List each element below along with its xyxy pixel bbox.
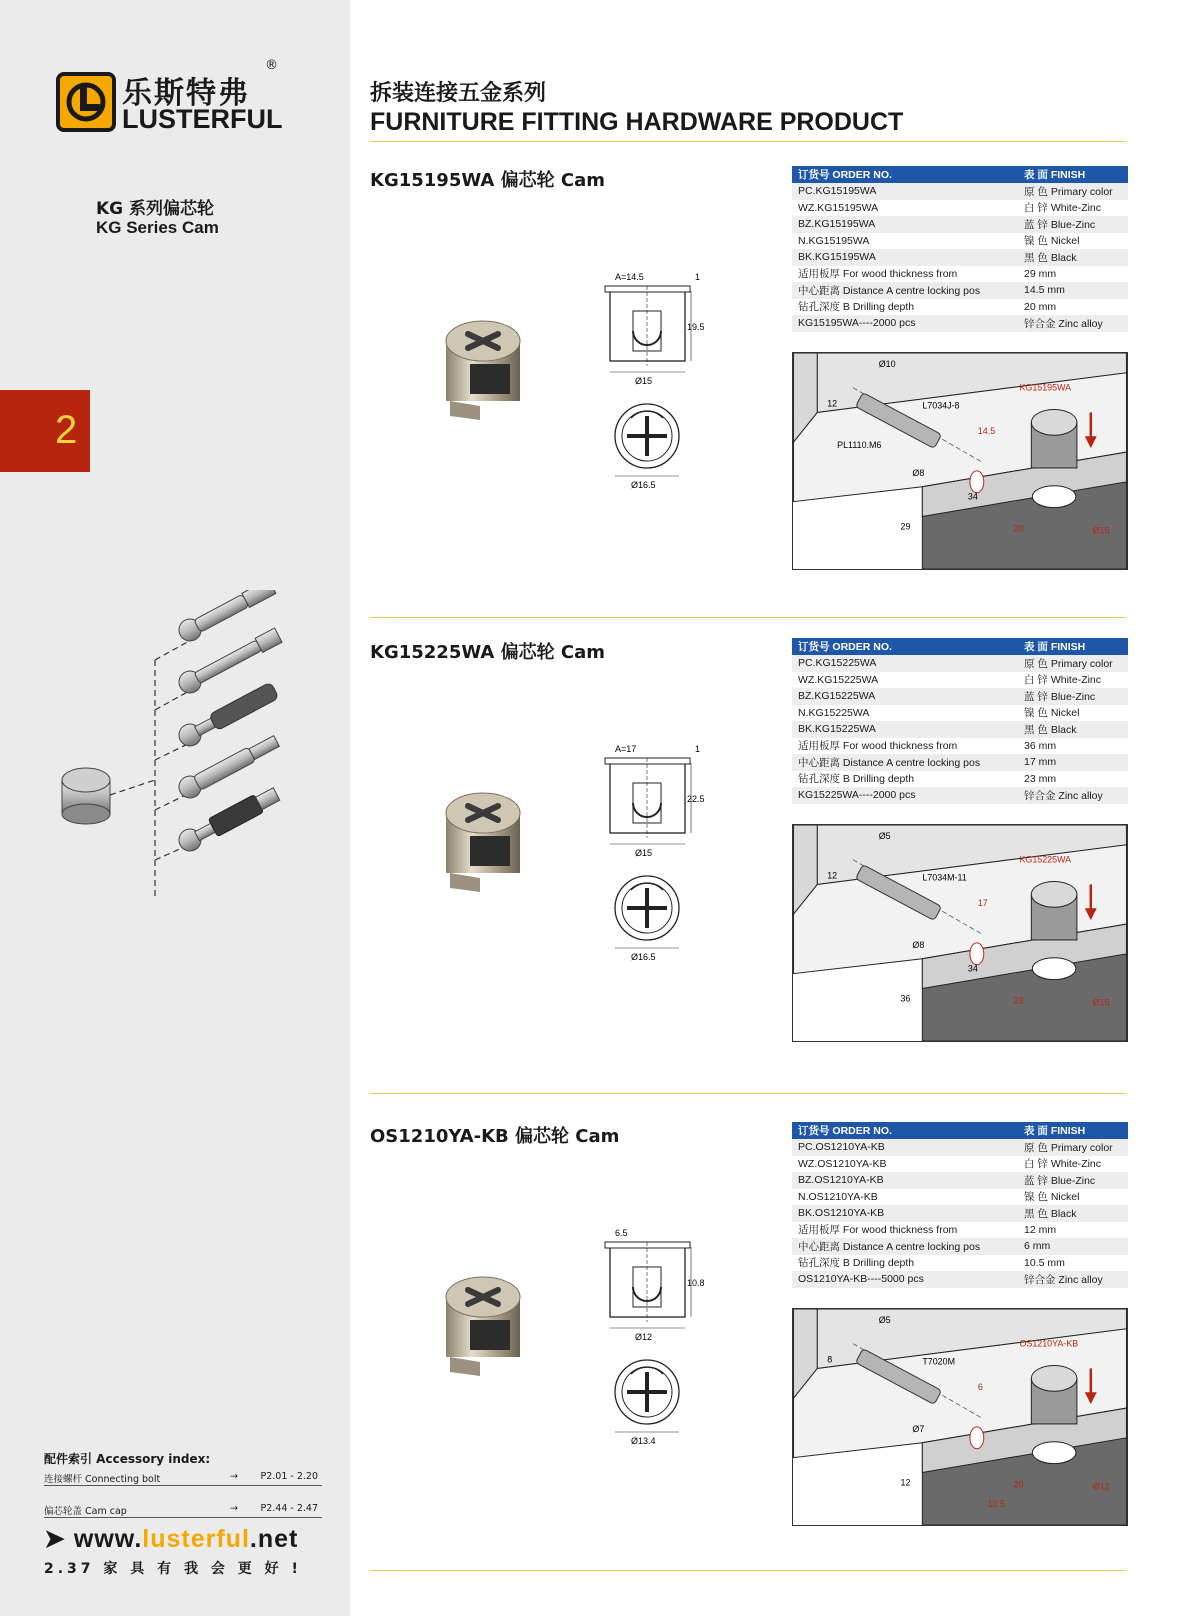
order-cell: 钻孔深度 B Drilling depth bbox=[798, 773, 915, 786]
scene-cam-label: KG15225WA bbox=[1019, 854, 1072, 865]
dim-diameter: Ø15 bbox=[635, 848, 653, 858]
finish-cell: 29 mm bbox=[1024, 267, 1057, 280]
divider bbox=[370, 1570, 1126, 1571]
installation-diagram bbox=[792, 352, 1128, 570]
column-header-finish: 表 面 FINISH bbox=[1024, 1122, 1128, 1139]
order-cell: WZ.KG15195WA bbox=[798, 201, 879, 214]
finish-cell: 14.5 mm bbox=[1024, 282, 1128, 299]
finish-cell: 12 mm bbox=[1024, 1223, 1057, 1236]
accessory-index-title: 配件索引 Accessory index: bbox=[44, 1452, 211, 1466]
order-cell: 钻孔深度 B Drilling depth bbox=[798, 301, 915, 314]
column-header-order: 订货号 ORDER NO. bbox=[792, 166, 1024, 183]
order-cell: BK.OS1210YA-KB bbox=[792, 1205, 1024, 1222]
order-table bbox=[792, 638, 1128, 804]
scene-34-label: 34 bbox=[967, 963, 978, 974]
table-row bbox=[792, 688, 1128, 705]
table-header-row bbox=[792, 166, 1128, 183]
finish-cell: 白 锌 White-Zinc bbox=[1024, 202, 1102, 215]
accessory-label: 连接螺杆 Connecting bolt bbox=[44, 1474, 161, 1485]
brand-name-en: LUSTERFUL bbox=[122, 104, 283, 134]
table-row bbox=[792, 1238, 1128, 1255]
dim-cap-diameter: Ø16.5 bbox=[631, 952, 656, 962]
order-cell: N.OS1210YA-KB bbox=[798, 1190, 878, 1203]
product-title: KG15225WA 偏芯轮 Cam bbox=[370, 642, 605, 663]
website[interactable]: ➤ www.lusterful.net bbox=[44, 1525, 299, 1553]
series-title-cn: KG 系列偏芯轮 bbox=[96, 199, 215, 219]
table-row bbox=[792, 754, 1128, 771]
order-cell: 适用板厚 For wood thickness from bbox=[798, 1224, 958, 1237]
scene-thickness-label: 36 bbox=[900, 993, 911, 1004]
finish-cell: 蓝 锌 Blue-Zinc bbox=[1024, 216, 1128, 233]
table-row bbox=[792, 738, 1128, 755]
technical-drawing bbox=[595, 1222, 710, 1462]
cam-photo bbox=[440, 316, 530, 426]
finish-cell: 镍 色 Nickel bbox=[1024, 235, 1080, 248]
table-row bbox=[792, 233, 1128, 250]
bolt-assembly-illustration bbox=[50, 590, 320, 910]
dim-height: 19.5 bbox=[687, 322, 705, 332]
scene-b-label: 20 bbox=[1013, 1479, 1024, 1490]
arrow-right-icon: → bbox=[230, 1471, 238, 1482]
scene-thickness-label: 12 bbox=[900, 1477, 911, 1488]
scene-insert-label: PL1110.M6 bbox=[837, 440, 882, 451]
table-row bbox=[792, 200, 1128, 217]
finish-cell: 17 mm bbox=[1024, 754, 1128, 771]
table-row bbox=[792, 1255, 1128, 1272]
order-cell: 适用板厚 For wood thickness from bbox=[798, 740, 958, 753]
finish-cell: 镍 色 Nickel bbox=[1024, 707, 1080, 720]
scene-d8-label: Ø8 bbox=[912, 467, 925, 478]
finish-cell: 锌合金 Zinc alloy bbox=[1024, 1271, 1128, 1288]
scene-d15-label: Ø15 bbox=[1092, 525, 1110, 536]
scene-d12-label: 8 bbox=[827, 1354, 833, 1365]
scene-thickness-label: 29 bbox=[900, 521, 911, 532]
scene-cam-label: KG15195WA bbox=[1019, 382, 1072, 393]
finish-cell: 原 色 Primary color bbox=[1024, 1139, 1128, 1156]
finish-cell: 黑 色 Black bbox=[1024, 1205, 1128, 1222]
table-row bbox=[792, 1222, 1128, 1239]
dim-height: 10.8 bbox=[687, 1278, 705, 1288]
finish-cell: 黑 色 Black bbox=[1024, 249, 1128, 266]
finish-cell: 蓝 锌 Blue-Zinc bbox=[1024, 688, 1128, 705]
order-cell: 钻孔深度 B Drilling depth bbox=[798, 1257, 915, 1270]
page-number: 2.37 bbox=[44, 1561, 95, 1577]
dim-a: A=17 bbox=[615, 744, 637, 754]
product-title: KG15195WA 偏芯轮 Cam bbox=[370, 170, 605, 191]
product-section-2 bbox=[370, 638, 1130, 1098]
scene-a-label: 17 bbox=[977, 898, 988, 909]
dim-a: 6.5 bbox=[615, 1228, 628, 1238]
table-row bbox=[792, 315, 1128, 332]
scene-hole-label: Ø5 bbox=[878, 830, 891, 841]
table-row bbox=[792, 1139, 1128, 1156]
order-cell: KG15225WA----2000 pcs bbox=[792, 787, 1024, 804]
table-row bbox=[792, 282, 1128, 299]
scene-d12-label: 12 bbox=[827, 870, 838, 881]
dim-a: A=14.5 bbox=[615, 272, 644, 282]
table-row bbox=[792, 771, 1128, 788]
installation-diagram bbox=[792, 1308, 1128, 1526]
series-title-en: KG Series Cam bbox=[96, 218, 219, 237]
dim-height: 22.5 bbox=[687, 794, 705, 804]
divider bbox=[370, 617, 1126, 618]
page-footer bbox=[44, 1558, 302, 1578]
scene-a-label: 6 bbox=[977, 1382, 983, 1393]
cam-photo bbox=[440, 788, 530, 898]
table-row bbox=[792, 672, 1128, 689]
table-row bbox=[792, 266, 1128, 283]
brand-logo bbox=[56, 60, 296, 140]
table-row bbox=[792, 183, 1128, 200]
finish-cell: 36 mm bbox=[1024, 739, 1057, 752]
order-cell: N.KG15195WA bbox=[798, 234, 870, 247]
accessory-pages: P2.44 - 2.47 bbox=[260, 1503, 318, 1514]
scene-d12-label: 12 bbox=[827, 398, 838, 409]
dim-top: 1 bbox=[695, 272, 701, 282]
finish-cell: 20 mm bbox=[1024, 300, 1057, 313]
order-cell: N.KG15225WA bbox=[798, 706, 870, 719]
chapter-tab[interactable] bbox=[0, 390, 90, 472]
product-section-1 bbox=[370, 166, 1130, 626]
order-cell: BZ.OS1210YA-KB bbox=[792, 1172, 1024, 1189]
order-cell: PC.KG15225WA bbox=[792, 655, 1024, 672]
table-row bbox=[792, 787, 1128, 804]
scene-hole-label: Ø10 bbox=[878, 358, 896, 369]
finish-cell: 锌合金 Zinc alloy bbox=[1024, 787, 1128, 804]
scene-bolt-label: L7034M-11 bbox=[922, 872, 967, 883]
arrow-right-icon: → bbox=[230, 1503, 238, 1514]
page-heading-cn: 拆装连接五金系列 bbox=[370, 81, 547, 106]
order-cell: PC.OS1210YA-KB bbox=[792, 1139, 1024, 1156]
column-header-order: 订货号 ORDER NO. bbox=[792, 1122, 1024, 1139]
scene-d15-label: Ø12 bbox=[1092, 1481, 1110, 1492]
finish-cell: 黑 色 Black bbox=[1024, 721, 1128, 738]
column-header-finish: 表 面 FINISH bbox=[1024, 638, 1128, 655]
finish-cell: 23 mm bbox=[1024, 772, 1057, 785]
order-cell: 适用板厚 For wood thickness from bbox=[798, 268, 958, 281]
table-row bbox=[792, 1156, 1128, 1173]
scene-bolt-label: L7034J-8 bbox=[922, 400, 960, 411]
cam-photo bbox=[440, 1272, 530, 1382]
technical-drawing bbox=[595, 266, 710, 506]
scene-d8-label: Ø8 bbox=[912, 939, 925, 950]
order-cell: WZ.OS1210YA-KB bbox=[798, 1157, 887, 1170]
order-cell: 中心距离 Distance A centre locking pos bbox=[792, 754, 1024, 771]
finish-cell: 镍 色 Nickel bbox=[1024, 1191, 1080, 1204]
scene-depth-label: 10.5 bbox=[987, 1499, 1006, 1510]
dim-top: 1 bbox=[695, 744, 701, 754]
table-row bbox=[792, 705, 1128, 722]
order-cell: OS1210YA-KB----5000 pcs bbox=[792, 1271, 1024, 1288]
dim-diameter: Ø12 bbox=[635, 1332, 653, 1342]
accessory-row[interactable] bbox=[44, 1500, 322, 1518]
finish-cell: 白 锌 White-Zinc bbox=[1024, 1158, 1102, 1171]
dim-cap-diameter: Ø13.4 bbox=[631, 1436, 656, 1446]
scene-cam-label: OS1210YA-KB bbox=[1019, 1338, 1079, 1349]
order-cell: BZ.KG15195WA bbox=[792, 216, 1024, 233]
scene-a-label: 14.5 bbox=[977, 426, 996, 437]
brand-name-cn: 乐斯特弗 bbox=[122, 76, 250, 111]
order-cell: BK.KG15225WA bbox=[792, 721, 1024, 738]
technical-drawing bbox=[595, 738, 710, 978]
table-row bbox=[792, 1205, 1128, 1222]
table-row bbox=[792, 299, 1128, 316]
scene-d15-label: Ø15 bbox=[1092, 997, 1110, 1008]
finish-cell: 原 色 Primary color bbox=[1024, 183, 1128, 200]
scene-bolt-label: T7020M bbox=[922, 1356, 956, 1367]
column-header-order: 订货号 ORDER NO. bbox=[792, 638, 1024, 655]
table-row bbox=[792, 1189, 1128, 1206]
divider bbox=[370, 141, 1126, 142]
product-section-3 bbox=[370, 1122, 1130, 1582]
order-cell: PC.KG15195WA bbox=[792, 183, 1024, 200]
logo-mark-icon bbox=[56, 72, 116, 132]
table-row bbox=[792, 1172, 1128, 1189]
product-title: OS1210YA-KB 偏芯轮 Cam bbox=[370, 1126, 620, 1147]
order-cell: 中心距离 Distance A centre locking pos bbox=[792, 282, 1024, 299]
paper-plane-icon: ➤ bbox=[44, 1525, 74, 1553]
table-row bbox=[792, 216, 1128, 233]
slogan: 家 具 有 我 会 更 好 ! bbox=[103, 1561, 302, 1577]
table-row bbox=[792, 1271, 1128, 1288]
finish-cell: 蓝 锌 Blue-Zinc bbox=[1024, 1172, 1128, 1189]
table-header-row bbox=[792, 638, 1128, 655]
table-row bbox=[792, 249, 1128, 266]
scene-b-label: 23 bbox=[1013, 995, 1024, 1006]
finish-cell: 10.5 mm bbox=[1024, 1256, 1065, 1269]
sidebar bbox=[0, 0, 350, 1616]
chapter-number: 2 bbox=[55, 408, 78, 452]
finish-cell: 6 mm bbox=[1024, 1238, 1128, 1255]
divider bbox=[370, 1093, 1126, 1094]
dim-cap-diameter: Ø16.5 bbox=[631, 480, 656, 490]
accessory-pages: P2.01 - 2.20 bbox=[260, 1471, 318, 1482]
scene-d8-label: Ø7 bbox=[912, 1423, 925, 1434]
accessory-row[interactable] bbox=[44, 1468, 322, 1486]
scene-hole-label: Ø5 bbox=[878, 1314, 891, 1325]
installation-diagram bbox=[792, 824, 1128, 1042]
finish-cell: 原 色 Primary color bbox=[1024, 655, 1128, 672]
registered-mark: ® bbox=[265, 58, 278, 73]
order-cell: BK.KG15195WA bbox=[792, 249, 1024, 266]
column-header-finish: 表 面 FINISH bbox=[1024, 166, 1128, 183]
order-cell: WZ.KG15225WA bbox=[798, 673, 879, 686]
cam-illustration bbox=[62, 768, 110, 824]
order-cell: BZ.KG15225WA bbox=[792, 688, 1024, 705]
order-table bbox=[792, 1122, 1128, 1288]
table-row bbox=[792, 655, 1128, 672]
order-cell: 中心距离 Distance A centre locking pos bbox=[792, 1238, 1024, 1255]
page-heading-en: FURNITURE FITTING HARDWARE PRODUCT bbox=[370, 108, 904, 136]
table-row bbox=[792, 721, 1128, 738]
order-table bbox=[792, 166, 1128, 332]
accessory-label: 偏芯轮盖 Cam cap bbox=[44, 1506, 127, 1517]
scene-34-label: 34 bbox=[967, 491, 978, 502]
dim-diameter: Ø15 bbox=[635, 376, 653, 386]
finish-cell: 白 锌 White-Zinc bbox=[1024, 674, 1102, 687]
scene-b-label: 20 bbox=[1013, 523, 1024, 534]
table-header-row bbox=[792, 1122, 1128, 1139]
finish-cell: 锌合金 Zinc alloy bbox=[1024, 315, 1128, 332]
order-cell: KG15195WA----2000 pcs bbox=[792, 315, 1024, 332]
